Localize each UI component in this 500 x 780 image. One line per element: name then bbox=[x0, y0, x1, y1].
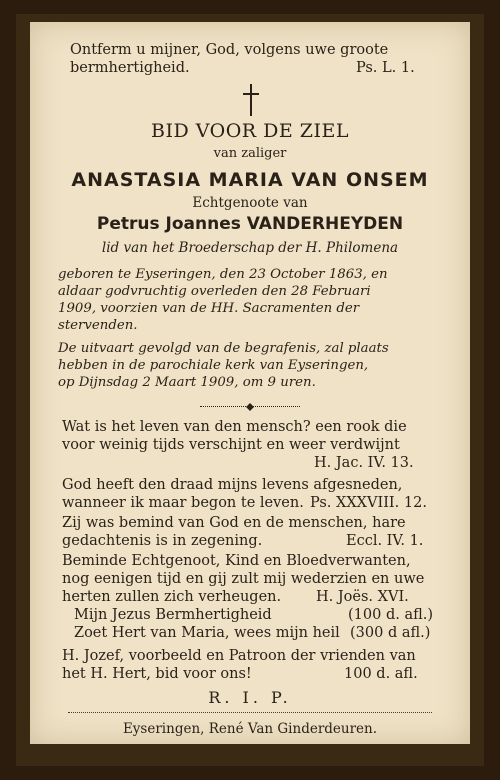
prayer-1-text: Mijn Jezus Bermhertigheid bbox=[74, 607, 272, 623]
verse-4-line-1: Beminde Echtgenoot, Kind en Bloedverwanten, bbox=[62, 553, 411, 569]
funeral-line: hebben in de parochiale kerk van Eyseringen, bbox=[58, 358, 369, 373]
verse-1-reference: H. Jac. IV. 13. bbox=[314, 455, 414, 471]
verse-1-line-2: voor weinig tijds verschijnt en weer verdwijnt bbox=[62, 437, 400, 453]
deceased-name: ANASTASIA MARIA VAN ONSEM bbox=[71, 169, 429, 191]
prayer-2-indulgence: (300 d afl.) bbox=[350, 625, 431, 641]
prayer-3-indulgence: 100 d. afl. bbox=[344, 666, 418, 682]
title-bid-voor-de-ziel: BID VOOR DE ZIEL bbox=[151, 120, 349, 142]
funeral-line: De uitvaart gevolgd van de begrafenis, zal plaats bbox=[58, 341, 389, 356]
biography-line: geboren te Eyseringen, den 23 October 1863, en bbox=[58, 267, 388, 282]
epigraph-line-1: Ontferm u mijner, God, volgens uwe groote bbox=[70, 42, 389, 58]
verse-3-line-2: gedachtenis is in zegening. bbox=[62, 533, 263, 549]
epigraph-reference: Ps. L. 1. bbox=[356, 60, 415, 76]
memorial-card bbox=[30, 22, 470, 744]
verse-2-line-2: wanneer ik maar begon te leven. bbox=[62, 495, 304, 511]
verse-2-reference: Ps. XXXVIII. 12. bbox=[310, 495, 427, 511]
funeral-notice bbox=[58, 340, 389, 391]
spouse-name: Petrus Joannes VANDERHEYDEN bbox=[96, 214, 404, 234]
verse-1-line-1: Wat is het leven van den mensch? een rook die bbox=[62, 419, 407, 435]
spouse-intro: Echtgenoote van bbox=[192, 195, 308, 211]
footer-divider bbox=[68, 712, 432, 713]
verse-3-line-1: Zij was bemind van God en de menschen, hare bbox=[62, 515, 406, 531]
verse-2-line-1: God heeft den draad mijns levens afgesneden, bbox=[62, 477, 403, 493]
verse-4-line-3: herten zullen zich verheugen. bbox=[62, 589, 282, 605]
cross-icon bbox=[243, 84, 259, 116]
biography-line: aldaar godvruchtig overleden den 28 Februari bbox=[58, 284, 371, 299]
van-zaliger: van zaliger bbox=[213, 146, 287, 161]
prayer-1-indulgence: (100 d. afl.) bbox=[348, 607, 434, 623]
epigraph-line-2: bermhertigheid. bbox=[70, 60, 190, 76]
funeral-line: op Dijnsdag 2 Maart 1909, om 9 uren. bbox=[58, 375, 316, 390]
ornamental-divider bbox=[200, 403, 300, 411]
verse-4-reference: H. Joës. XVI. bbox=[316, 589, 409, 605]
prayer-3-line-2: het H. Hert, bid voor ons! bbox=[62, 666, 252, 682]
confraternity-membership: lid van het Broederschap der H. Philomena bbox=[101, 240, 399, 256]
biography bbox=[58, 266, 388, 334]
rip: R. I. P. bbox=[208, 688, 292, 707]
prayer-3-line-1: H. Jozef, voorbeeld en Patroon der vrienden van bbox=[62, 648, 416, 664]
prayer-2-text: Zoet Hert van Maria, wees mijn heil bbox=[74, 625, 340, 641]
verse-3-reference: Eccl. IV. 1. bbox=[346, 533, 424, 549]
biography-line: 1909, voorzien van de HH. Sacramenten der bbox=[58, 301, 360, 316]
biography-line: stervenden. bbox=[58, 318, 138, 333]
verse-4-line-2: nog eenigen tijd en gij zult mij wederzien en uwe bbox=[62, 571, 425, 587]
printer-imprint: Eyseringen, René Van Ginderdeuren. bbox=[122, 721, 378, 737]
